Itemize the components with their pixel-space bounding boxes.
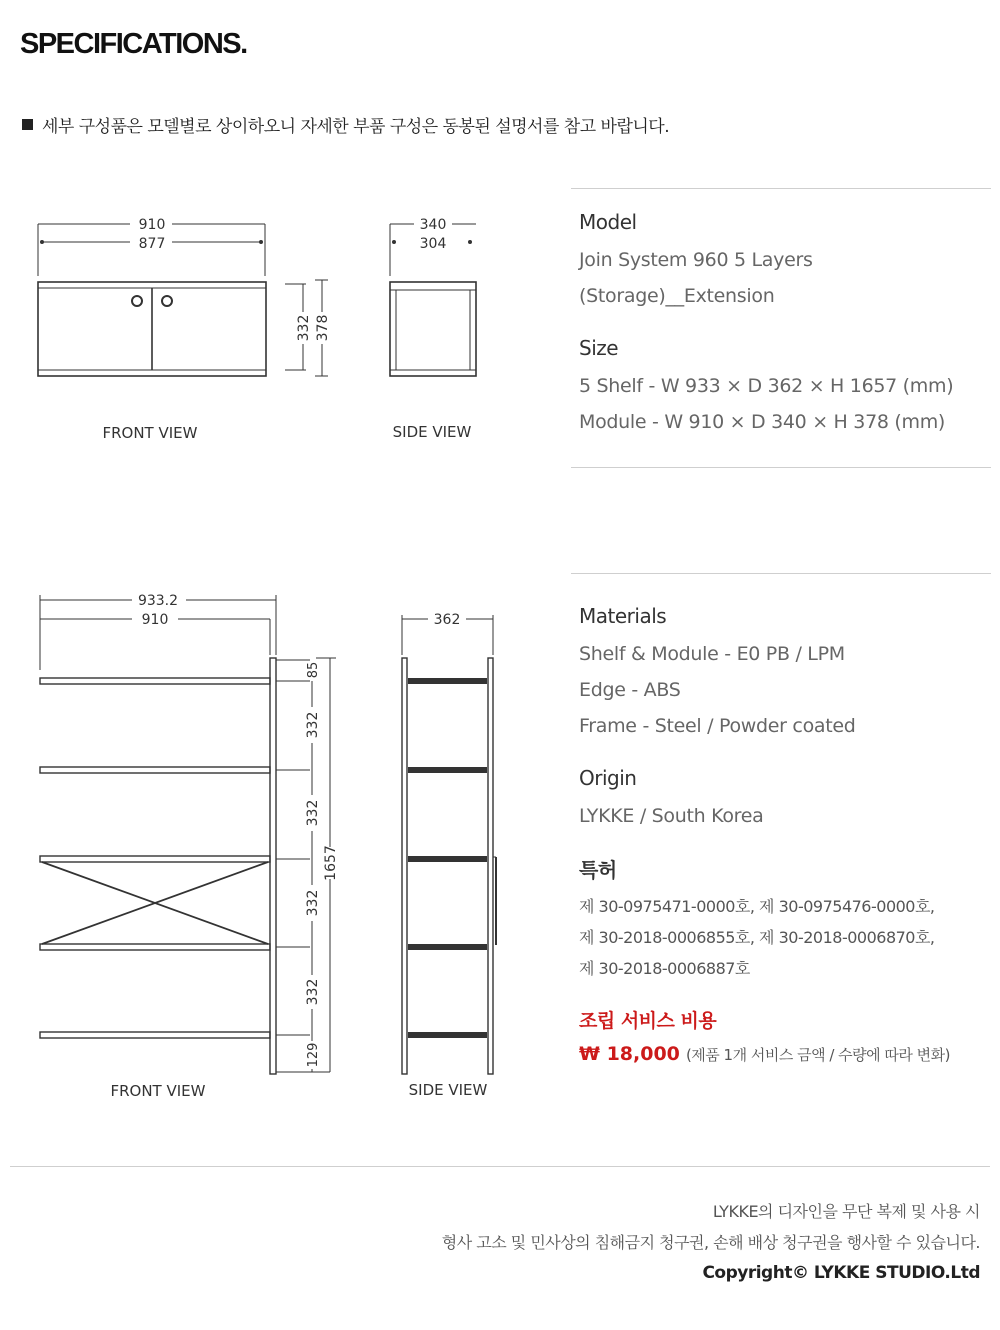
patent-line: 제 30-2018-0006855호, 제 30-2018-0006870호, [579,928,935,947]
assembly-heading: 조립 서비스 비용 [579,1010,717,1032]
materials-line: Edge - ABS [579,679,681,701]
notice [22,112,669,137]
shelf-bottom-gap: 129 [306,1042,321,1068]
spec-bottom [579,604,950,1065]
module-height-outer: 378 [315,314,331,342]
page-title: SPECIFICATIONS. [20,28,247,60]
origin-line: LYKKE / South Korea [579,805,764,827]
shelf-front-view-label: FRONT VIEW [110,1082,206,1100]
patent-heading: 특허 [579,858,617,882]
shelf-gap-2: 332 [305,799,321,827]
module-drawing [0,200,560,460]
spec-top [579,210,953,440]
module-side-view-label: SIDE VIEW [392,423,472,441]
materials-heading: Materials [579,604,667,628]
shelf-total-height: 1657 [323,845,339,881]
divider [10,1166,990,1167]
origin-heading: Origin [579,766,637,790]
divider [571,188,991,189]
shelf-gap-1: 332 [305,711,321,739]
notice-text: 세부 구성품은 모델별로 상이하오니 자세한 부품 구성은 동봉된 설명서를 참고 바랍니다. [42,117,670,137]
model-heading: Model [579,210,637,234]
shelf-side-view-label: SIDE VIEW [408,1081,488,1099]
square-bullet-icon [22,119,33,130]
shelf-drawing [0,585,560,1105]
copyright: Copyright© LYKKE STUDIO.Ltd [702,1263,980,1283]
module-front-view-label: FRONT VIEW [102,424,198,442]
shelf-gap-3: 332 [305,889,321,917]
patent-line: 제 30-2018-0006887호 [579,959,750,978]
module-depth-inner: 304 [419,236,447,252]
module-depth-outer: 340 [419,217,447,233]
patent-line: 제 30-0975471-0000호, 제 30-0975476-0000호, [579,897,935,916]
model-line: (Storage)__Extension [579,285,775,307]
footer-warning: LYKKE의 디자인을 무단 복제 및 사용 시 [712,1202,980,1221]
shelf-width-inner: 910 [141,612,169,628]
assembly-price: ₩ 18,000 [579,1043,680,1065]
module-width-outer: 910 [138,217,166,233]
model-line: Join System 960 5 Layers [579,249,813,271]
materials-line: Frame - Steel / Powder coated [579,715,856,737]
footer-warning: 형사 고소 및 민사상의 침해금지 청구권, 손해 배상 청구권을 행사할 수 있습니다. [441,1233,980,1252]
divider [571,467,991,468]
module-height-inner: 332 [296,314,312,342]
assembly-price-row [579,1043,950,1065]
assembly-note: (제품 1개 서비스 금액 / 수량에 따라 변화) [685,1046,950,1064]
divider [571,573,991,574]
size-heading: Size [579,336,619,360]
module-width-inner: 877 [138,236,166,252]
materials-line: Shelf & Module - E0 PB / LPM [579,643,845,665]
shelf-top-gap: 85 [306,661,321,679]
shelf-width-outer: 933.2 [137,593,179,609]
footer [442,1196,980,1289]
shelf-depth: 362 [433,612,461,628]
shelf-gap-4: 332 [305,978,321,1006]
size-line: 5 Shelf - W 933 × D 362 × H 1657 (mm) [579,375,954,397]
size-line: Module - W 910 × D 340 × H 378 (mm) [579,411,946,433]
